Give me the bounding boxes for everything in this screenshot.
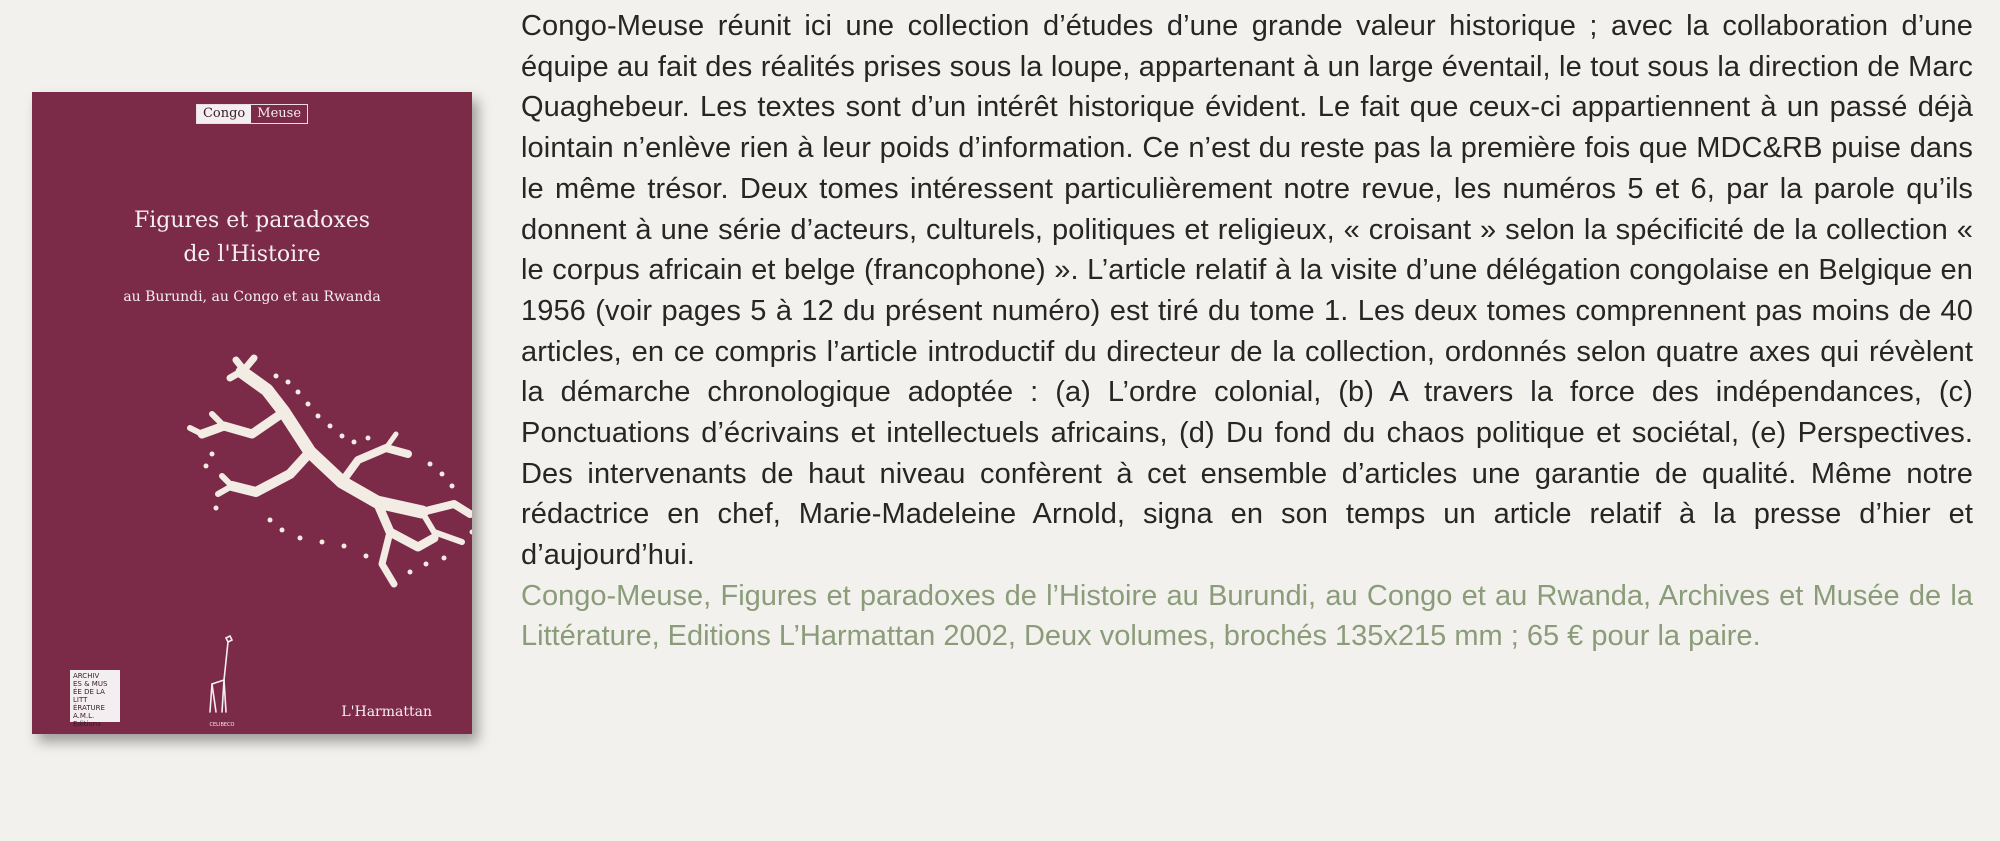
series-tag-left: Congo [197, 105, 251, 123]
series-tag [32, 102, 472, 124]
archives-logo: ARCHIV ES & MUS ÉE DE LA LITT ÉRATURE A.M.L. Editions [70, 670, 120, 722]
book-title-line1: Figures et paradoxes [133, 208, 371, 233]
article-column [521, 6, 1973, 656]
series-tag-right: Meuse [257, 106, 302, 121]
giraffe-logo-icon [202, 632, 242, 722]
book-title [32, 204, 472, 272]
book-citation: Congo-Meuse, Figures et paradoxes de l’Histoire au Burundi, au Congo et au Rwanda, Archives et Musée de la Littérature, Editions L’Harmattan 2002, Deux volumes, brochés 135x215 mm ; 65 € pour la paire. [521, 579, 1973, 652]
book-subtitle: au Burundi, au Congo et au Rwanda [123, 289, 381, 305]
book-title-line2: de l'Histoire [183, 242, 321, 267]
book-cover-image [32, 92, 472, 734]
article-body: Congo-Meuse réunit ici une collection d’études d’une grande valeur historique ; avec la collaboration d’une équipe au fait des réalités prises sous la loupe, appartenant à un large éventail, le tout sous la direction de Marc Quaghebeur. Les textes sont d’un intérêt historique évident. Le fait que ceux-ci appartiennent à un passé déjà lointain n’enlève rien à leur poids d’information. Ce n’est du reste pas la première fois que MDC&RB puise dans le même trésor. Deux tomes intéressent particulièrement notre revue, les numéros 5 et 6, par la parole qu’ils donnent à une série d’acteurs, culturels, politiques et religieux, « croisant » selon la spécificité de la collection « le corpus africain et belge (francophone) ». L’article relatif à la visite d’une délégation congolaise en Belgique en 1956 (voir pages 5 à 12 du présent numéro) est tiré du tome 1. Les deux tomes comprennent pas moins de 40 articles, en ce compris l’article introductif du directeur de la collection, ordonnés selon quatre axes qui révèlent la démarche chronologique adoptée : (a) L’ordre colonial, (b) A travers la force des indépendances, (c) Ponctuations d’écrivains et intellectuels africains, (d) Du fond du chaos politique et sociétal, (e) Perspectives. Des intervenants de haut niveau confèrent à cet ensemble d’articles une garantie de qualité. Même notre rédactrice en chef, Marie-Madeleine Arnold, signa en son temps un article relatif à la presse d’hier et d’aujourd’hui. [521, 10, 1973, 572]
publisher-logo: L'Harmattan [341, 704, 432, 720]
rock-art-figure [172, 342, 472, 602]
celibeco-label: CELIBECO [209, 722, 235, 728]
